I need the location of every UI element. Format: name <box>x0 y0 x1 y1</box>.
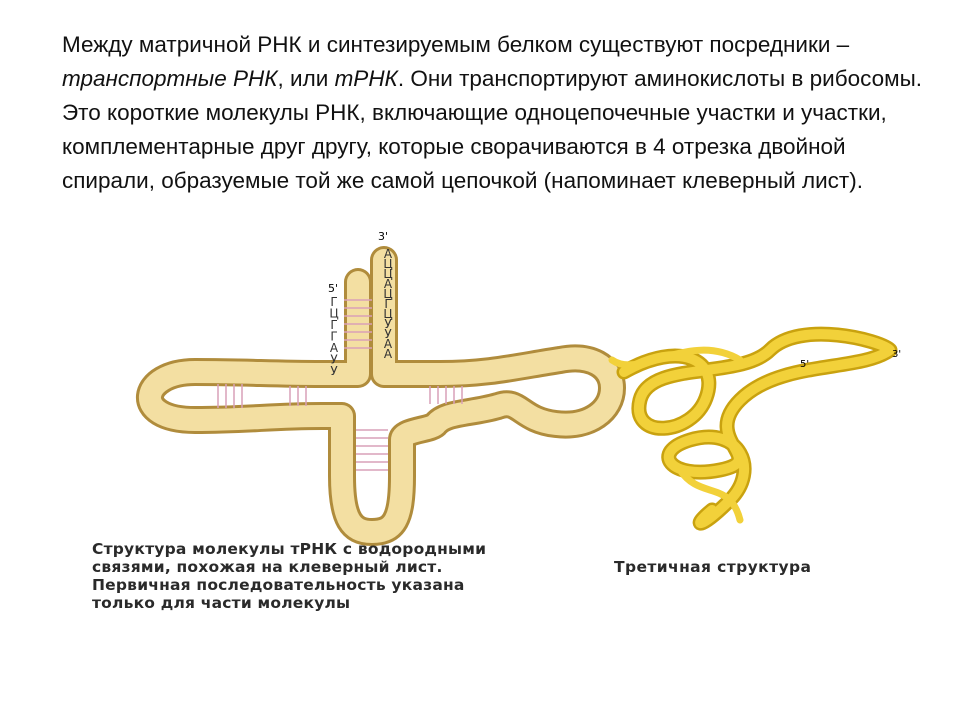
cloverleaf-strand-fill <box>150 260 612 532</box>
strand-3-base-5: Г <box>384 297 392 311</box>
strand-5-base-6: У <box>330 364 338 378</box>
strand-3-base-4: Ц <box>383 287 393 301</box>
strand-5-base-5: У <box>330 352 338 367</box>
strand-3-base-6: Ц <box>383 307 393 321</box>
strand-5-base-1: Ц <box>329 306 339 321</box>
cloverleaf-caption <box>92 540 612 612</box>
intro-italic-trna-term: транспортные РНК <box>62 66 278 91</box>
strand-5-base-3: Г <box>330 329 338 344</box>
end-5-label: 5' <box>328 282 339 295</box>
caption-line-2: связями, похожая на клеверный лист. <box>92 558 443 576</box>
end-3-label: 3' <box>378 230 389 243</box>
strand-3-base-9: А <box>383 337 393 351</box>
intro-italic-trna-abbr: тРНК <box>334 66 398 91</box>
strand-3-base-2: Ц <box>383 267 393 281</box>
caption-line-1: Структура молекулы тРНК с водородными <box>92 540 487 558</box>
tertiary-structure <box>612 334 901 523</box>
intro-text-1: Между матричной РНК и синтезируемым белком существуют посредники – <box>62 32 850 57</box>
cloverleaf-structure <box>150 230 612 532</box>
strand-3-base-8: У <box>384 327 392 341</box>
caption-line-4: только для части молекулы <box>92 594 351 612</box>
strand-3-bases <box>383 247 393 361</box>
tertiary-5-label: 5' <box>800 359 810 370</box>
caption-line-3: Первичная последовательность указана <box>92 576 465 594</box>
strand-5-bases <box>329 295 339 378</box>
strand-3-base-1: Ц <box>383 257 393 271</box>
tertiary-caption: Третичная структура <box>614 558 812 576</box>
strand-5-base-4: А <box>329 341 339 355</box>
strand-3-base-7: У <box>384 317 392 331</box>
strand-5-base-0: Г <box>330 295 338 309</box>
strand-3-base-10: А <box>383 347 393 361</box>
strand-3-base-0: А <box>383 247 393 261</box>
tertiary-3-label: 3' <box>892 349 902 360</box>
strand-3-base-3: А <box>383 277 393 291</box>
intro-text-3: . Они транспортируют аминокислоты в рибосомы. Это короткие молекулы РНК, включающие одноцепочечные участки и участки, комплементарные друг другу, которые сворачиваются в 4 отрезка двойной спирали, образуемые той же самой цепочкой (напоминает клеверный лист). <box>62 66 922 193</box>
intro-text-2: , или <box>277 66 335 91</box>
strand-5-base-2: Г <box>330 318 338 332</box>
